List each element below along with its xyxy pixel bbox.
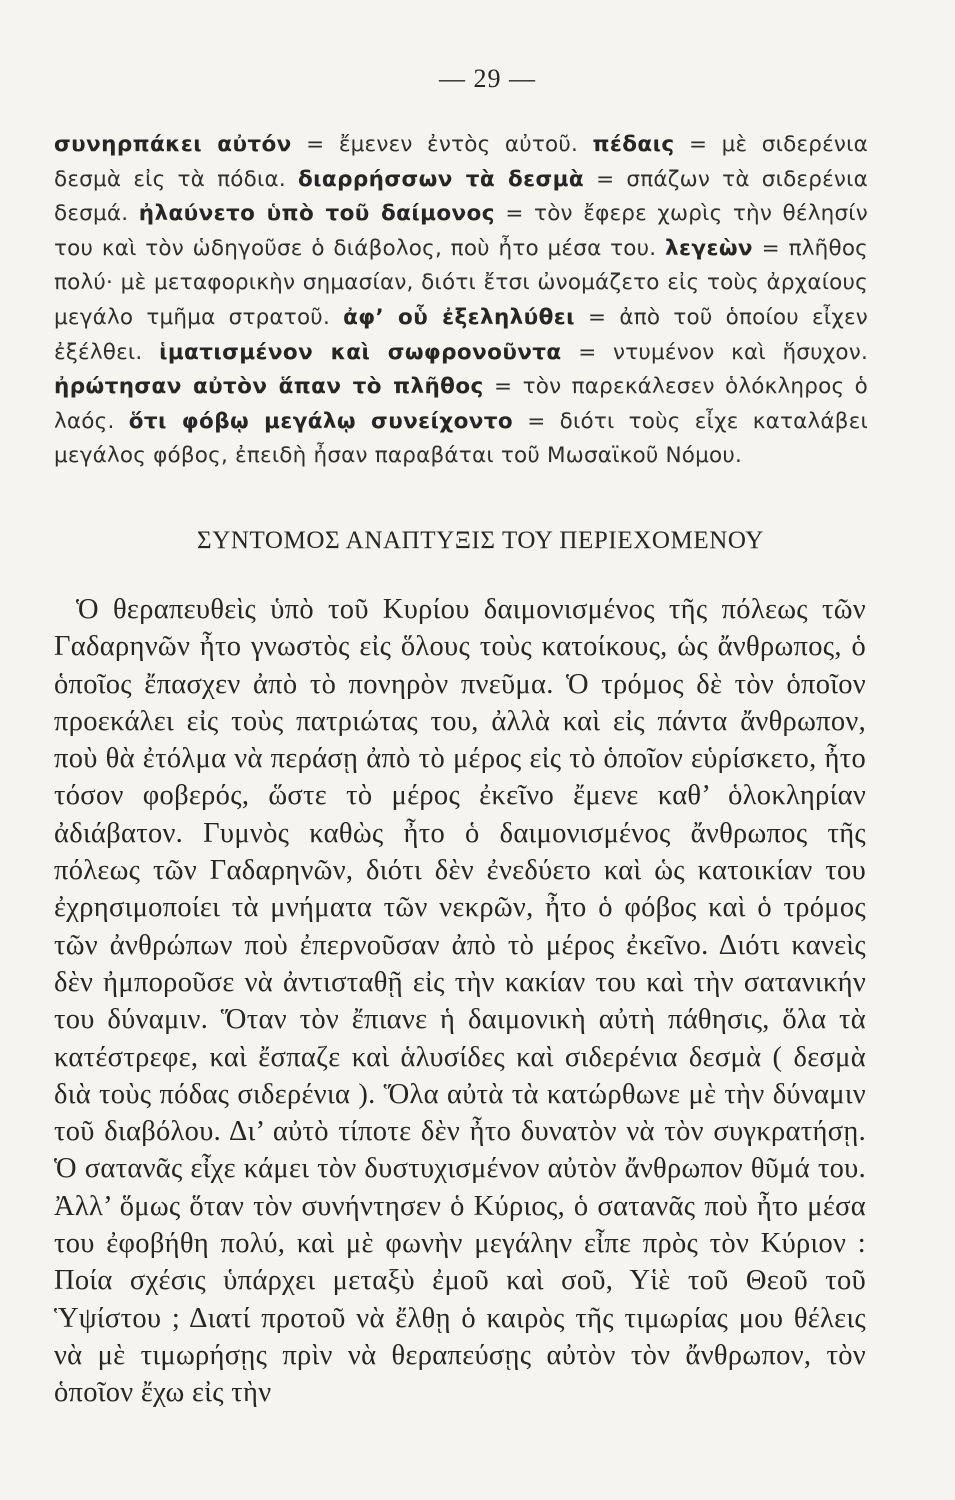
glossary-definition: = τὸν παρεκάλεσεν ὁλόκληρος ὁ λαός. (54, 374, 868, 434)
page-number: — 29 — (439, 64, 536, 93)
glossary-definition: = ντυμένον καὶ ἥσυχον. (561, 339, 868, 365)
glossary-definition: = σπάζων τὰ σιδερένια δεσμά. (54, 166, 868, 227)
glossary-term: ὅτι φόβῳ μεγάλῳ συνείχοντο (128, 408, 514, 434)
glossary-paragraph (54, 128, 868, 474)
glossary-term: λεγεὼν (665, 235, 753, 261)
glossary-term: πέδαις (592, 132, 675, 157)
glossary-definition: = μὲ σιδερένια δεσμὰ εἰς τὰ πόδια. (54, 132, 868, 192)
glossary-term: ἠρώτησαν αὐτὸν ἅπαν τὸ πλῆθος (54, 374, 484, 400)
glossary-term: συνηρπάκει αὐτόν (54, 132, 292, 157)
glossary-term: ἀφ’ οὗ ἐξεληλύθει (343, 304, 575, 330)
glossary-definition: = ἀπὸ τοῦ ὁποίου εἶχεν ἐξέλθει. (54, 304, 868, 365)
section-heading: ΣΥΝΤΟΜΟΣ ΑΝΑΠΤΥΞΙΣ ΤΟΥ ΠΕΡΙΕΧΟΜΕΝΟΥ (197, 527, 764, 554)
glossary-term: διαρρήσσων τὰ δεσμὰ (297, 166, 585, 192)
glossary-definition: = ἔμενεν ἐντὸς αὐτοῦ. (291, 132, 593, 157)
glossary-definition: = τὸν ἔφερε χωρὶς τὴν θέλησίν του καὶ τὸν ὡδηγοῦσε ὁ διάβολος, ποὺ ἦτο μέσα του. (54, 201, 868, 261)
glossary-definition: = διότι τοὺς εἶχε καταλάβει μεγάλος φόβος, ἐπειδὴ ἦσαν παραβάται τοῦ Μωσαϊκοῦ Νόμου. (54, 408, 868, 469)
section-body-paragraph: Ὁ θεραπευθεὶς ὑπὸ τοῦ Κυρίου δαιμονισμένος τῆς πόλεως τῶν Γαδαρηνῶν ἦτο γνωστὸς εἰς ὅλους τοὺς κατοίκους, ὡς ἄνθρωπος, ὁ ὁποῖος ἔπασχεν ἀπὸ τὸ πονηρὸν πνεῦμα. Ὁ τρόμος δὲ τὸν ὁποῖον προεκάλει εἰς τοὺς πατριώτας του, ἀλλὰ καὶ εἰς πάντα ἄνθρωπον, ποὺ θὰ ἐτόλμα νὰ περάσῃ ἀπὸ τὸ μέρος εἰς τὸ ὁποῖον εὑρίσκετο, ἦτο τόσον φοβερός, ὥστε τὸ μέρος ἐκεῖνο ἔμενε καθ’ ὁλοκληρίαν ἀδιάβατον. Γυμνὸς καθὼς ἦτο ὁ δαιμονισμένος ἄνθρωπος τῆς πόλεως τῶν Γαδαρηνῶν, διότι δὲν ἐνεδύετο καὶ ὡς κατοικίαν του ἐχρησιμοποίει τὰ μνήματα τῶν νεκρῶν, ἦτο ὁ φόβος καὶ ὁ τρόμος τῶν ἀνθρώπων ποὺ ἐπερνοῦσαν ἀπὸ τὸ μέρος ἐκεῖνο. Διότι κανεὶς δὲν ἠμποροῦσε νὰ ἀντισταθῇ εἰς τὴν κακίαν του καὶ τὴν σατανικήν του δύναμιν. Ὅταν τὸν ἔπιανε ἡ δαιμονικὴ αὐτὴ πάθησις, ὅλα τὰ κατέστρεφε, καὶ ἔσπαζε καὶ ἁλυσίδες καὶ σιδερένια δεσμὰ ( δεσμὰ διὰ τοὺς πόδας σιδερένια ). Ὅλα αὐτὰ τὰ κατώρθωνε μὲ τὴν δύναμιν τοῦ διαβόλου. Δι’ αὐτὸ τίποτε δὲν ἦτο δυνατὸν νὰ τὸν συγκρατήσῃ. Ὁ σατανᾶς εἶχε κάμει τὸν δυστυχισμένον αὐτὸν ἄνθρωπον θῦμά του. Ἀλλ’ ὅμως ὅταν τὸν συνήντησεν ὁ Κύριος, ὁ σατανᾶς ποὺ ἦτο μέσα του ἐφοβήθη πολύ, καὶ μὲ φωνὴν μεγάλην εἶπε πρὸς τὸν Κύριον : Ποία σχέσις ὑπάρχει μεταξὺ ἐμοῦ καὶ σοῦ, Υἱὲ τοῦ Θεοῦ τοῦ Ὑψίστου ; Διατί προτοῦ νὰ ἔλθῃ ὁ καιρὸς τῆς τιμωρίας μου θέλεις νὰ μὲ τιμωρήσῃς πρὶν νὰ θεραπεύσῃς αὐτὸν τὸν ἄνθρωπον, τὸν ὁποῖον ἔχω εἰς τὴν (54, 594, 866, 1409)
glossary-term: ἱματισμένον καὶ σωφρονοῦντα (159, 339, 562, 365)
glossary-term: ἠλαύνετο ὑπὸ τοῦ δαίμονος (138, 201, 495, 227)
glossary-definition: = πλῆθος πολύ· μὲ μεταφορικὴν σημασίαν, διότι ἔτσι ὠνομάζετο εἰς τοὺς ἀρχαίους μεγάλο τμῆμα στρατοῦ. (54, 235, 868, 330)
